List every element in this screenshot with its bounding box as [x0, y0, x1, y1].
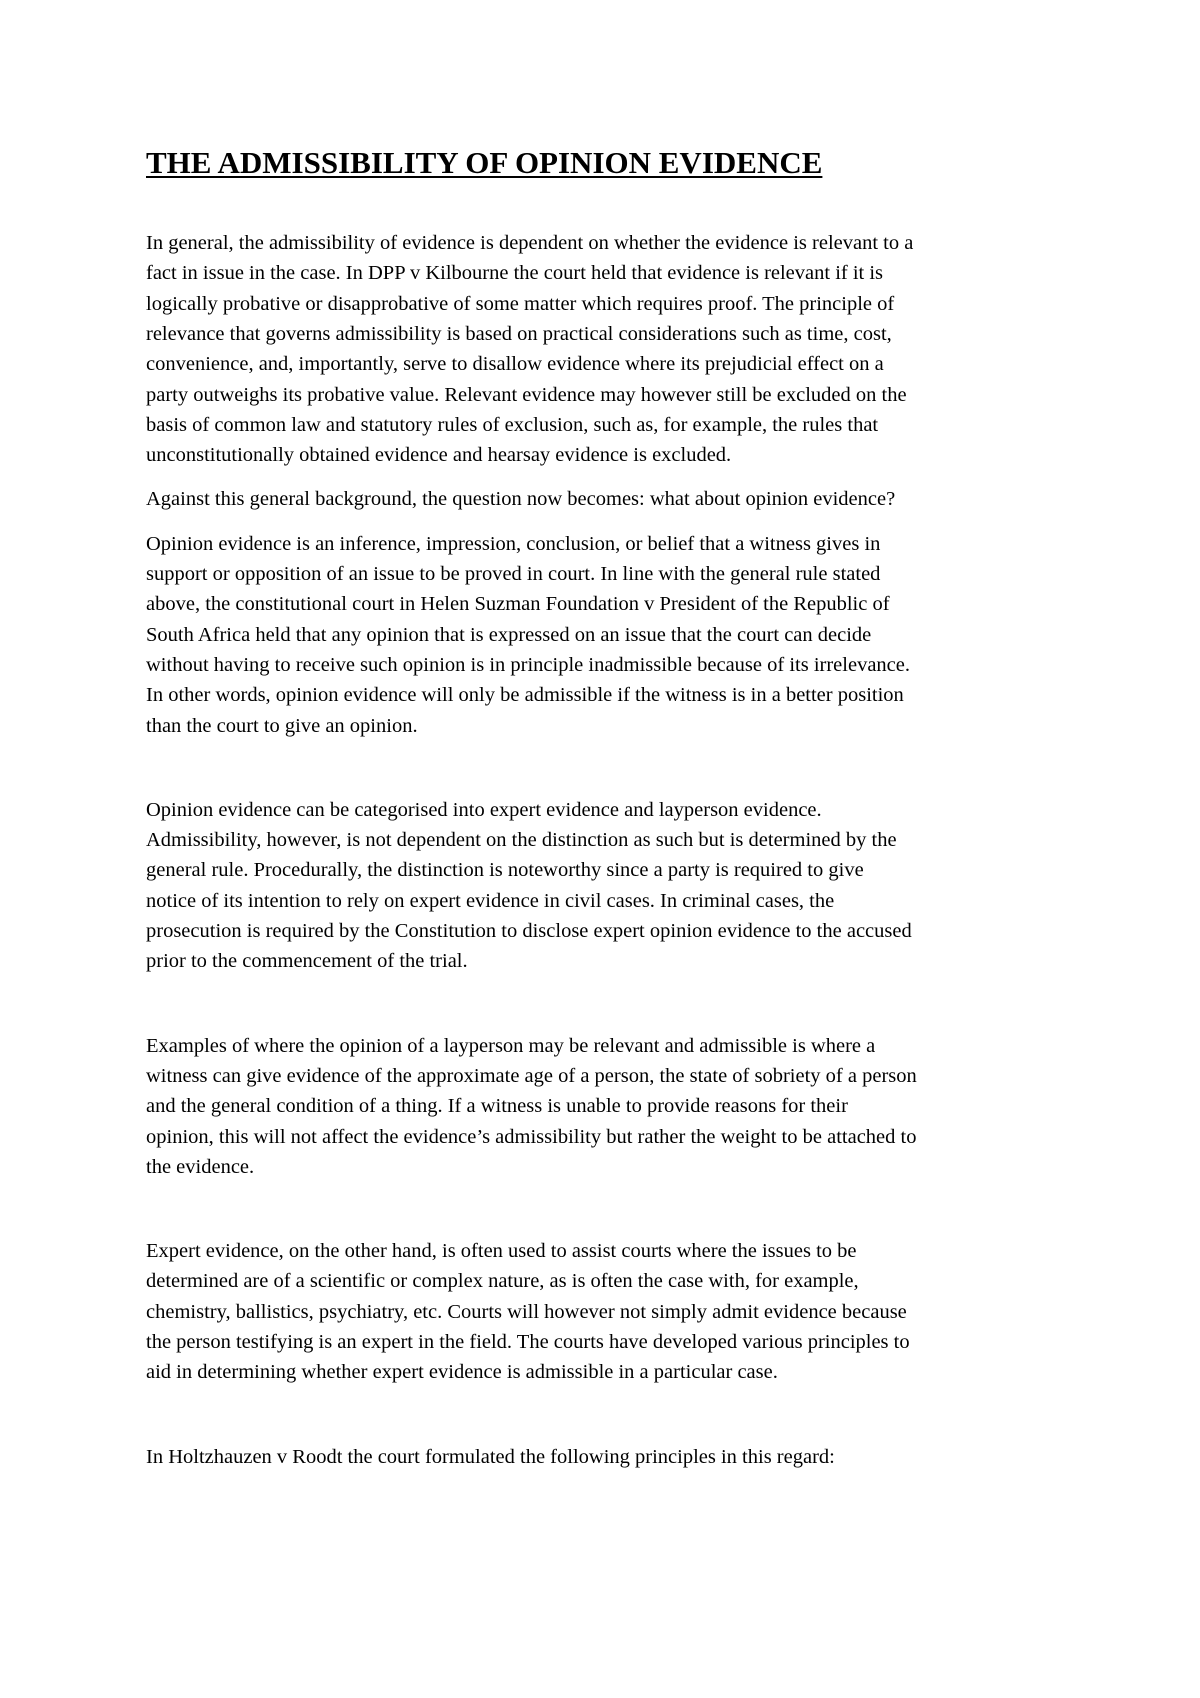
- paragraph-categories: Opinion evidence can be categorised into expert evidence and layperson evidence. Admissibility, however, is not dependent on the distinction as such but is determined by the general rule. Procedurally, the distinction is noteworthy since a party is required to give notice of its intention to rely on expert evidence in civil cases. In criminal cases, the prosecution is required by the Constitution to disclose expert opinion evidence to the accused prior to the commencement of the trial.: [146, 798, 912, 973]
- paragraph-relevance: In general, the admissibility of evidence is dependent on whether the evidence is relevant to a fact in issue in the case. In DPP v Kilbourne the court held that evidence is relevant if it is logically probative or disapprobative of some matter which requires proof. The principle of relevance that governs admissibility is based on practical considerations such as time, cost, convenience, and, importantly, serve to disallow evidence where its prejudicial effect on a party outweighs its probative value. Relevant evidence may however still be excluded on the basis of common law and statutory rules of exclusion, such as, for example, the rules that unconstitutionally obtained evidence and hearsay evidence is excluded.: [146, 232, 914, 467]
- paragraph-question: Against this general background, the question now becomes: what about opinion evidence?: [146, 488, 896, 511]
- paragraph-holtzhauzen: In Holtzhauzen v Roodt the court formulated the following principles in this regard:: [146, 1445, 835, 1468]
- document-body: [146, 146, 1066, 1472]
- paragraph-opinion-definition: Opinion evidence is an inference, impression, conclusion, or belief that a witness gives in support or opposition of an issue to be proved in court. In line with the general rule stated above, the constitutional court in Helen Suzman Foundation v President of the Republic of South Africa held that any opinion that is expressed on an issue that the court can decide without having to receive such opinion is in principle inadmissible because of its irrelevance. In other words, opinion evidence will only be admissible if the witness is in a better position than the court to give an opinion.: [146, 532, 910, 737]
- paragraph-layperson: Examples of where the opinion of a layperson may be relevant and admissible is where a witness can give evidence of the approximate age of a person, the state of sobriety of a person and the general condition of a thing. If a witness is unable to provide reasons for their opinion, this will not affect the evidence’s admissibility but rather the weight to be attached to the evidence.: [146, 1034, 917, 1178]
- document-title: THE ADMISSIBILITY OF OPINION EVIDENCE: [146, 145, 823, 180]
- paragraph-expert: Expert evidence, on the other hand, is often used to assist courts where the issues to be determined are of a scientific or complex nature, as is often the case with, for example, chemistry, ballistics, psychiatry, etc. Courts will however not simply admit evidence because the person testifying is an expert in the field. The courts have developed various principles to aid in determining whether expert evidence is admissible in a particular case.: [146, 1240, 910, 1384]
